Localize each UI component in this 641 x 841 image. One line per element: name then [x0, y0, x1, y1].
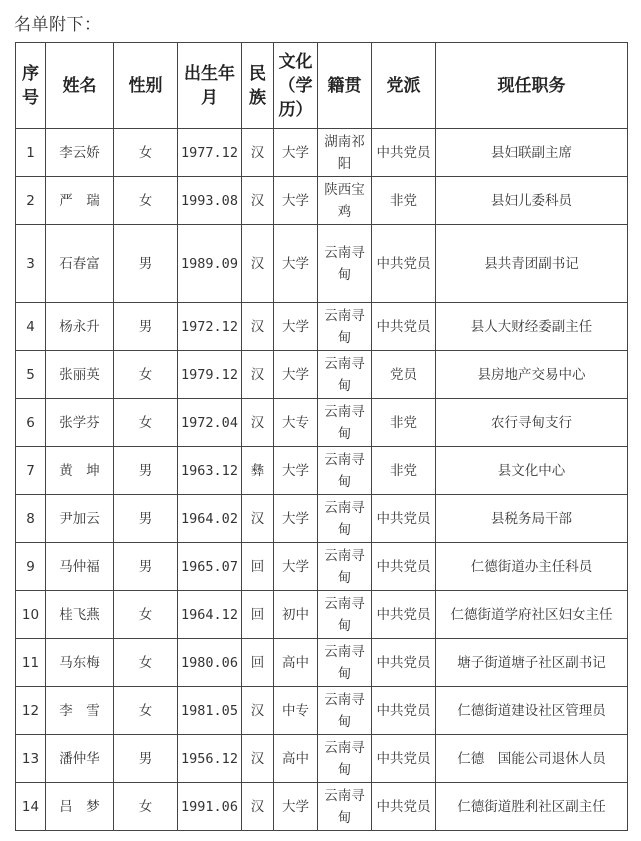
- cell-party: 中共党员: [372, 129, 436, 177]
- cell-gender: 女: [114, 129, 178, 177]
- cell-gender: 女: [114, 687, 178, 735]
- cell-seq: 9: [16, 543, 46, 591]
- cell-party: 非党: [372, 447, 436, 495]
- cell-birth: 1972.12: [178, 303, 242, 351]
- cell-gender: 女: [114, 399, 178, 447]
- header-name: 姓名: [46, 43, 114, 129]
- cell-name: 张学芬: [46, 399, 114, 447]
- table-row: [16, 543, 628, 591]
- cell-position: 县共青团副书记: [436, 225, 628, 303]
- cell-education: 大学: [274, 351, 318, 399]
- cell-seq: 10: [16, 591, 46, 639]
- cell-birth: 1989.09: [178, 225, 242, 303]
- cell-birth: 1977.12: [178, 129, 242, 177]
- cell-ethnicity: 汉: [242, 735, 274, 783]
- cell-party: 非党: [372, 399, 436, 447]
- cell-party: 中共党员: [372, 495, 436, 543]
- cell-native-place: 云南寻甸: [318, 447, 372, 495]
- table-row: [16, 495, 628, 543]
- cell-position: 县文化中心: [436, 447, 628, 495]
- cell-education: 初中: [274, 591, 318, 639]
- cell-birth: 1956.12: [178, 735, 242, 783]
- table-row: [16, 129, 628, 177]
- header-ethnicity: 民族: [242, 43, 274, 129]
- cell-seq: 11: [16, 639, 46, 687]
- cell-education: 高中: [274, 639, 318, 687]
- cell-position: 县妇联副主席: [436, 129, 628, 177]
- cell-education: 中专: [274, 687, 318, 735]
- cell-birth: 1965.07: [178, 543, 242, 591]
- cell-native-place: 陕西宝鸡: [318, 177, 372, 225]
- cell-name: 黄 坤: [46, 447, 114, 495]
- header-party: 党派: [372, 43, 436, 129]
- cell-birth: 1980.06: [178, 639, 242, 687]
- cell-party: 中共党员: [372, 687, 436, 735]
- cell-birth: 1981.05: [178, 687, 242, 735]
- cell-native-place: 云南寻甸: [318, 225, 372, 303]
- member-roster-table: [15, 42, 628, 831]
- cell-ethnicity: 汉: [242, 399, 274, 447]
- cell-party: 中共党员: [372, 591, 436, 639]
- cell-education: 高中: [274, 735, 318, 783]
- cell-education: 大学: [274, 495, 318, 543]
- cell-gender: 男: [114, 303, 178, 351]
- cell-seq: 13: [16, 735, 46, 783]
- cell-position: 县人大财经委副主任: [436, 303, 628, 351]
- header-birth: 出生年月: [178, 43, 242, 129]
- cell-gender: 男: [114, 495, 178, 543]
- cell-position: 仁德街道胜利社区副主任: [436, 783, 628, 831]
- cell-gender: 女: [114, 591, 178, 639]
- table-row: [16, 177, 628, 225]
- cell-position: 仁德街道学府社区妇女主任: [436, 591, 628, 639]
- cell-native-place: 云南寻甸: [318, 495, 372, 543]
- header-position: 现任职务: [436, 43, 628, 129]
- table-row: [16, 687, 628, 735]
- cell-ethnicity: 彝: [242, 447, 274, 495]
- cell-position: 塘子街道塘子社区副书记: [436, 639, 628, 687]
- cell-party: 党员: [372, 351, 436, 399]
- cell-education: 大学: [274, 225, 318, 303]
- cell-name: 严 瑞: [46, 177, 114, 225]
- cell-ethnicity: 汉: [242, 495, 274, 543]
- cell-party: 中共党员: [372, 639, 436, 687]
- table-row: [16, 351, 628, 399]
- cell-birth: 1963.12: [178, 447, 242, 495]
- cell-seq: 3: [16, 225, 46, 303]
- cell-ethnicity: 回: [242, 591, 274, 639]
- cell-seq: 5: [16, 351, 46, 399]
- cell-native-place: 湖南祁阳: [318, 129, 372, 177]
- cell-gender: 男: [114, 543, 178, 591]
- cell-position: 县房地产交易中心: [436, 351, 628, 399]
- cell-seq: 4: [16, 303, 46, 351]
- cell-name: 李 雪: [46, 687, 114, 735]
- cell-ethnicity: 回: [242, 543, 274, 591]
- cell-education: 大学: [274, 303, 318, 351]
- cell-name: 吕 梦: [46, 783, 114, 831]
- intro-text: 名单附下：: [14, 15, 102, 35]
- cell-birth: 1993.08: [178, 177, 242, 225]
- cell-education: 大学: [274, 783, 318, 831]
- cell-name: 马东梅: [46, 639, 114, 687]
- table-row: [16, 447, 628, 495]
- table-row: [16, 303, 628, 351]
- cell-ethnicity: 汉: [242, 783, 274, 831]
- cell-name: 李云娇: [46, 129, 114, 177]
- cell-gender: 女: [114, 351, 178, 399]
- cell-position: 县妇儿委科员: [436, 177, 628, 225]
- table-row: [16, 591, 628, 639]
- cell-position: 仁德 国能公司退休人员: [436, 735, 628, 783]
- cell-education: 大学: [274, 177, 318, 225]
- cell-native-place: 云南寻甸: [318, 783, 372, 831]
- cell-education: 大学: [274, 447, 318, 495]
- cell-seq: 8: [16, 495, 46, 543]
- cell-education: 大专: [274, 399, 318, 447]
- header-gender: 性别: [114, 43, 178, 129]
- cell-gender: 男: [114, 447, 178, 495]
- cell-native-place: 云南寻甸: [318, 591, 372, 639]
- table-row: [16, 735, 628, 783]
- cell-seq: 7: [16, 447, 46, 495]
- cell-birth: 1979.12: [178, 351, 242, 399]
- cell-native-place: 云南寻甸: [318, 687, 372, 735]
- cell-education: 大学: [274, 543, 318, 591]
- cell-ethnicity: 回: [242, 639, 274, 687]
- cell-name: 杨永升: [46, 303, 114, 351]
- cell-seq: 1: [16, 129, 46, 177]
- cell-ethnicity: 汉: [242, 351, 274, 399]
- cell-ethnicity: 汉: [242, 303, 274, 351]
- table-row: [16, 399, 628, 447]
- cell-name: 尹加云: [46, 495, 114, 543]
- table-row: [16, 783, 628, 831]
- cell-name: 马仲福: [46, 543, 114, 591]
- cell-party: 中共党员: [372, 735, 436, 783]
- cell-gender: 女: [114, 639, 178, 687]
- cell-name: 张丽英: [46, 351, 114, 399]
- cell-gender: 女: [114, 177, 178, 225]
- cell-seq: 6: [16, 399, 46, 447]
- cell-seq: 2: [16, 177, 46, 225]
- cell-party: 中共党员: [372, 303, 436, 351]
- cell-gender: 男: [114, 225, 178, 303]
- header-education: 文化（学历）: [274, 43, 318, 129]
- cell-native-place: 云南寻甸: [318, 399, 372, 447]
- cell-position: 农行寻甸支行: [436, 399, 628, 447]
- cell-birth: 1964.12: [178, 591, 242, 639]
- cell-native-place: 云南寻甸: [318, 639, 372, 687]
- cell-ethnicity: 汉: [242, 687, 274, 735]
- cell-name: 桂飞燕: [46, 591, 114, 639]
- table-row: [16, 225, 628, 303]
- cell-position: 仁德街道办主任科员: [436, 543, 628, 591]
- table-header-row: [16, 43, 628, 129]
- header-seq: 序号: [16, 43, 46, 129]
- cell-name: 潘仲华: [46, 735, 114, 783]
- cell-gender: 男: [114, 735, 178, 783]
- header-native-place: 籍贯: [318, 43, 372, 129]
- cell-native-place: 云南寻甸: [318, 735, 372, 783]
- cell-ethnicity: 汉: [242, 129, 274, 177]
- cell-gender: 女: [114, 783, 178, 831]
- cell-party: 中共党员: [372, 543, 436, 591]
- cell-seq: 12: [16, 687, 46, 735]
- cell-education: 大学: [274, 129, 318, 177]
- cell-ethnicity: 汉: [242, 177, 274, 225]
- cell-party: 中共党员: [372, 783, 436, 831]
- cell-party: 非党: [372, 177, 436, 225]
- cell-birth: 1972.04: [178, 399, 242, 447]
- cell-native-place: 云南寻甸: [318, 303, 372, 351]
- cell-party: 中共党员: [372, 225, 436, 303]
- cell-birth: 1991.06: [178, 783, 242, 831]
- cell-name: 石春富: [46, 225, 114, 303]
- cell-position: 仁德街道建设社区管理员: [436, 687, 628, 735]
- cell-native-place: 云南寻甸: [318, 351, 372, 399]
- table-row: [16, 639, 628, 687]
- cell-ethnicity: 汉: [242, 225, 274, 303]
- cell-birth: 1964.02: [178, 495, 242, 543]
- cell-position: 县税务局干部: [436, 495, 628, 543]
- cell-seq: 14: [16, 783, 46, 831]
- cell-native-place: 云南寻甸: [318, 543, 372, 591]
